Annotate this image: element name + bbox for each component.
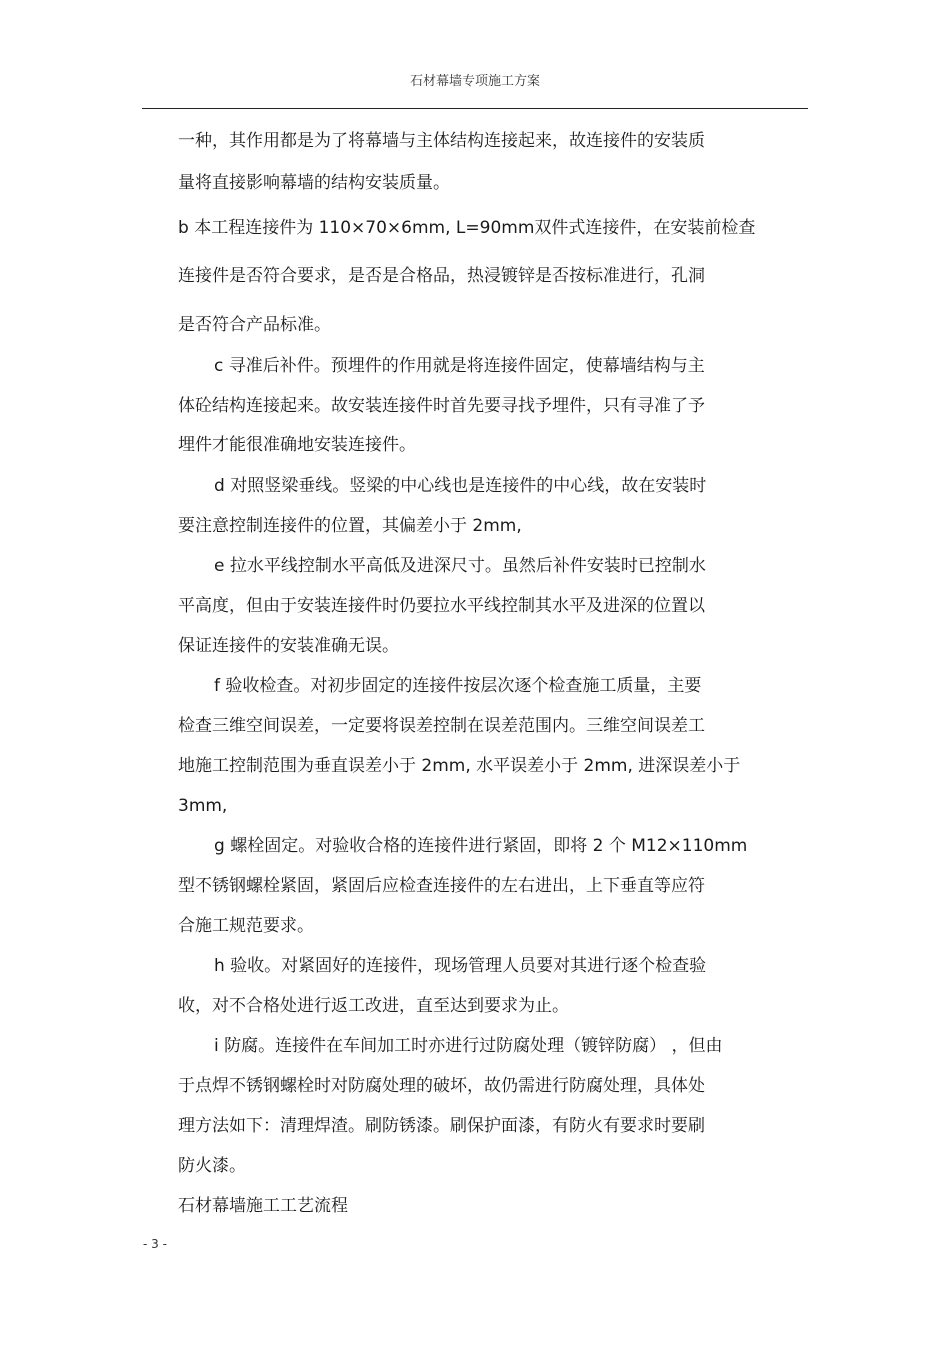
body-line: f 验收检查。对初步固定的连接件按层次逐个检查施工质量，主要 xyxy=(214,676,702,696)
body-line: i 防腐。连接件在车间加工时亦进行过防腐处理（镀锌防腐） ，但由 xyxy=(214,1036,723,1056)
body-line: 于点焊不锈钢螺栓时对防腐处理的破坏，故仍需进行防腐处理，具体处 xyxy=(178,1076,705,1096)
header-divider xyxy=(142,108,808,109)
section-heading: 石材幕墙施工工艺流程 xyxy=(178,1196,348,1216)
body-line: 量将直接影响幕墙的结构安装质量。 xyxy=(178,173,450,193)
body-line: 收，对不合格处进行返工改进，直至达到要求为止。 xyxy=(178,996,569,1016)
body-line: 埋件才能很准确地安装连接件。 xyxy=(178,435,416,455)
body-line: 要注意控制连接件的位置，其偏差小于 2mm, xyxy=(178,516,522,536)
body-line: 是否符合产品标准。 xyxy=(178,315,331,335)
body-line: d 对照竖梁垂线。竖梁的中心线也是连接件的中心线，故在安装时 xyxy=(214,476,707,496)
body-line: 体砼结构连接起来。故安装连接件时首先要寻找予埋件，只有寻准了予 xyxy=(178,396,705,416)
body-line: 型不锈钢螺栓紧固，紧固后应检查连接件的左右进出，上下垂直等应符 xyxy=(178,876,705,896)
body-line: c 寻准后补件。预埋件的作用就是将连接件固定，使幕墙结构与主 xyxy=(214,356,705,376)
body-line: 保证连接件的安装准确无误。 xyxy=(178,636,399,656)
body-line: g 螺栓固定。对验收合格的连接件进行紧固，即将 2 个 M12×110mm xyxy=(214,836,748,856)
body-line: 检查三维空间误差，一定要将误差控制在误差范围内。三维空间误差工 xyxy=(178,716,705,736)
page-number: - 3 - xyxy=(143,1237,167,1251)
body-line: b 本工程连接件为 110×70×6mm, L=90mm双件式连接件，在安装前检查 xyxy=(178,218,756,238)
body-line: 合施工规范要求。 xyxy=(178,916,314,936)
body-line: 一种，其作用都是为了将幕墙与主体结构连接起来，故连接件的安装质 xyxy=(178,131,705,151)
body-line: e 拉水平线控制水平高低及进深尺寸。虽然后补件安装时已控制水 xyxy=(214,556,706,576)
body-line: 防火漆。 xyxy=(178,1156,246,1176)
body-line: 地施工控制范围为垂直误差小于 2mm, 水平误差小于 2mm, 进深误差小于 xyxy=(178,756,741,776)
body-line: 理方法如下：清理焊渣。刷防锈漆。刷保护面漆，有防火有要求时要刷 xyxy=(178,1116,705,1136)
page-header-title: 石材幕墙专项施工方案 xyxy=(409,74,540,89)
body-line: 连接件是否符合要求，是否是合格品，热浸镀锌是否按标准进行，孔洞 xyxy=(178,266,705,286)
body-line: 3mm, xyxy=(178,796,228,816)
body-line: h 验收。对紧固好的连接件，现场管理人员要对其进行逐个检查验 xyxy=(214,956,707,976)
body-line: 平高度，但由于安装连接件时仍要拉水平线控制其水平及进深的位置以 xyxy=(178,596,705,616)
